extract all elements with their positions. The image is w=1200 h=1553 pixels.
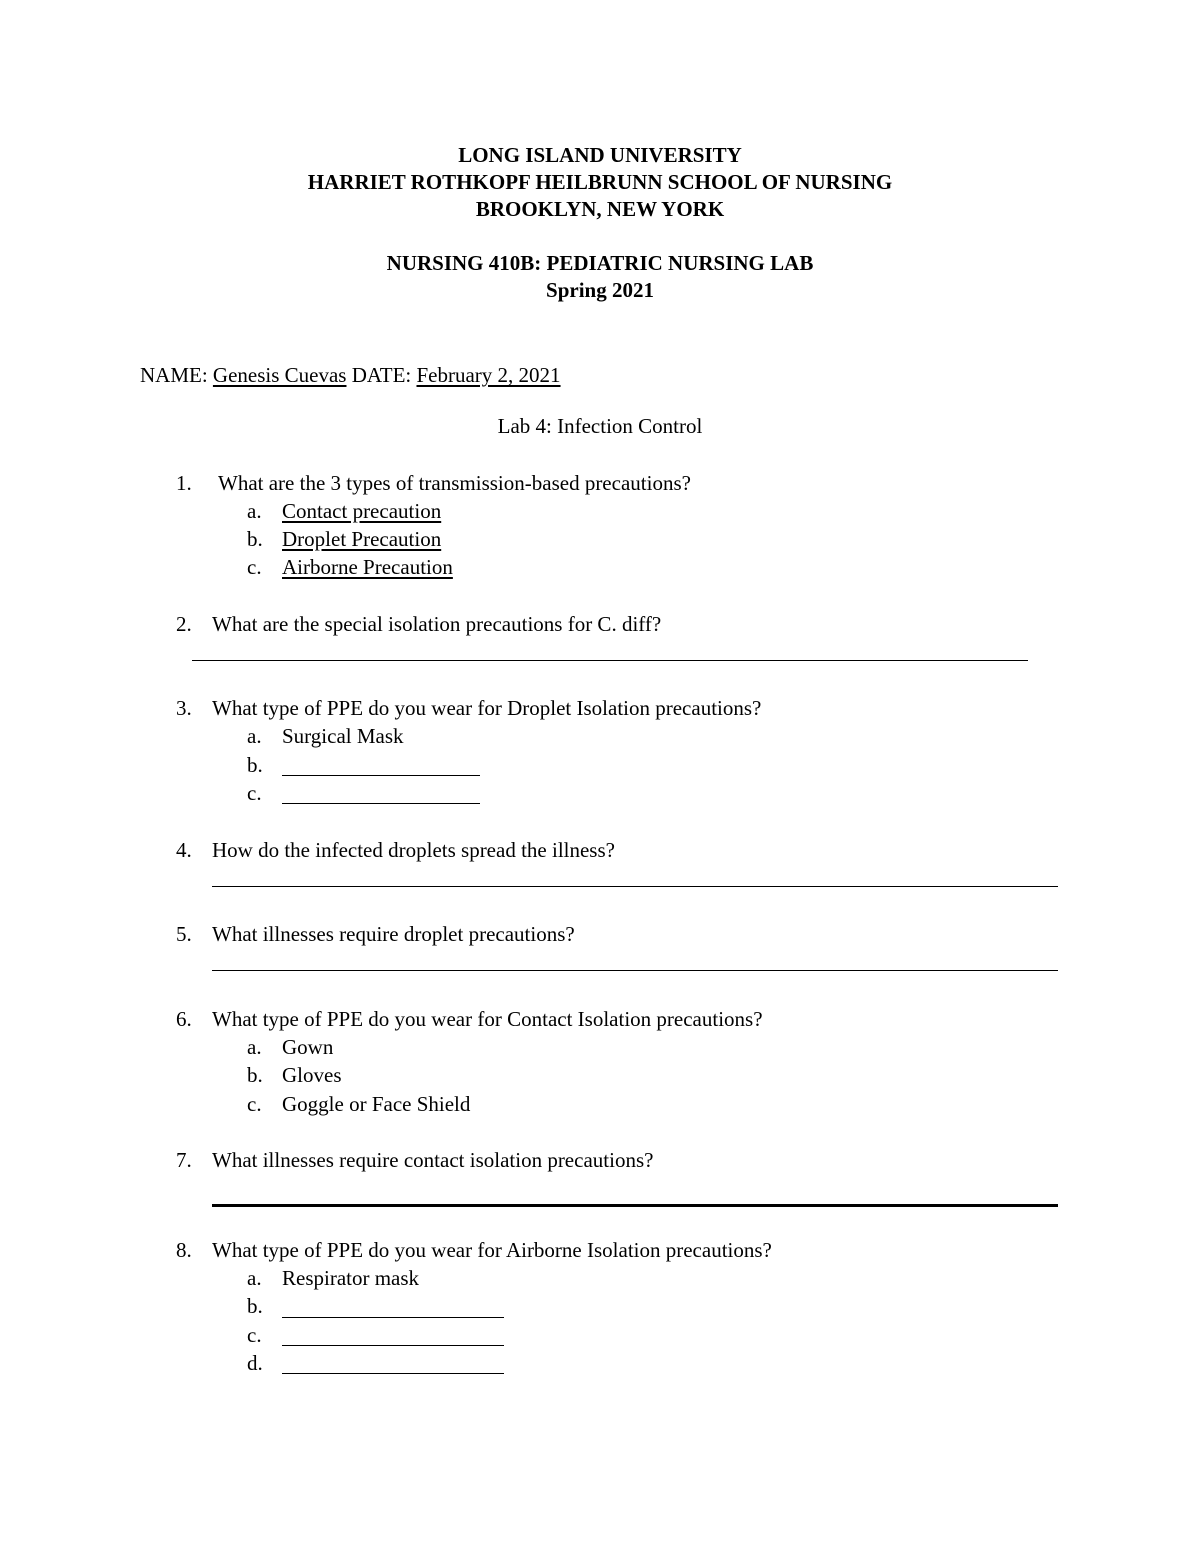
question-text: What type of PPE do you wear for Airborne Isolation precautions? [212,1238,772,1262]
answer-blank-line[interactable] [282,1345,504,1346]
answer-surgical-mask[interactable]: Surgical Mask [282,724,404,748]
answer-blank-line[interactable] [282,803,480,804]
school-location: BROOKLYN, NEW YORK [475,197,725,221]
course-header [0,250,1200,304]
answer-contact-precaution[interactable]: Contact precaution [282,499,442,523]
answer-airborne-precaution[interactable]: Airborne Precaution [282,555,453,579]
answer-goggle-face-shield[interactable]: Goggle or Face Shield [282,1092,471,1116]
answer-letter: c. [247,555,262,579]
question-number: 3. [176,696,192,720]
answer-letter: c. [247,1092,262,1116]
answer-blank-line[interactable] [212,1204,1058,1207]
student-info-line [140,361,561,389]
answer-gown[interactable]: Gown [282,1035,334,1059]
question-number: 2. [176,612,192,636]
answer-blank-line[interactable] [282,1317,504,1318]
question-text: What illnesses require contact isolation precautions? [212,1148,654,1172]
answer-letter: c. [247,1323,262,1347]
answer-blank-line[interactable] [282,775,480,776]
answer-blank-line[interactable] [282,1373,504,1374]
course-title: NURSING 410B: PEDIATRIC NURSING LAB [386,251,814,275]
university-name: LONG ISLAND UNIVERSITY [458,143,742,167]
answer-letter: b. [247,753,263,777]
answer-droplet-precaution[interactable]: Droplet Precaution [282,527,442,551]
answer-blank-line[interactable] [212,886,1058,887]
answer-letter: a. [247,499,262,523]
answer-blank-line[interactable] [212,970,1058,971]
question-text: How do the infected droplets spread the illness? [212,838,615,862]
question-text: What type of PPE do you wear for Droplet Isolation precautions? [212,696,762,720]
answer-letter: d. [247,1351,263,1375]
lab-title: Lab 4: Infection Control [497,414,703,438]
question-number: 7. [176,1148,192,1172]
answer-gloves[interactable]: Gloves [282,1063,342,1087]
question-number: 8. [176,1238,192,1262]
question-text: What type of PPE do you wear for Contact Isolation precautions? [212,1007,763,1031]
question-number: 1. [176,471,192,495]
question-text: What are the 3 types of transmission-based precautions? [218,471,691,495]
answer-blank-line[interactable] [192,660,1028,661]
answer-respirator-mask[interactable]: Respirator mask [282,1266,420,1290]
date-label: DATE: [351,363,412,387]
student-date[interactable]: February 2, 2021 [416,363,561,387]
answer-letter: c. [247,781,262,805]
question-text: What illnesses require droplet precautions? [212,922,575,946]
student-name[interactable]: Genesis Cuevas [212,363,347,387]
course-term: Spring 2021 [546,278,654,302]
question-number: 4. [176,838,192,862]
answer-letter: a. [247,724,262,748]
answer-letter: a. [247,1266,262,1290]
school-name: HARRIET ROTHKOPF HEILBRUNN SCHOOL OF NURSING [307,170,893,194]
answer-letter: b. [247,1294,263,1318]
question-text: What are the special isolation precautions for C. diff? [212,612,662,636]
name-label: NAME: [140,363,208,387]
document-header [0,142,1200,223]
answer-letter: b. [247,527,263,551]
answer-letter: a. [247,1035,262,1059]
question-number: 6. [176,1007,192,1031]
question-number: 5. [176,922,192,946]
answer-letter: b. [247,1063,263,1087]
